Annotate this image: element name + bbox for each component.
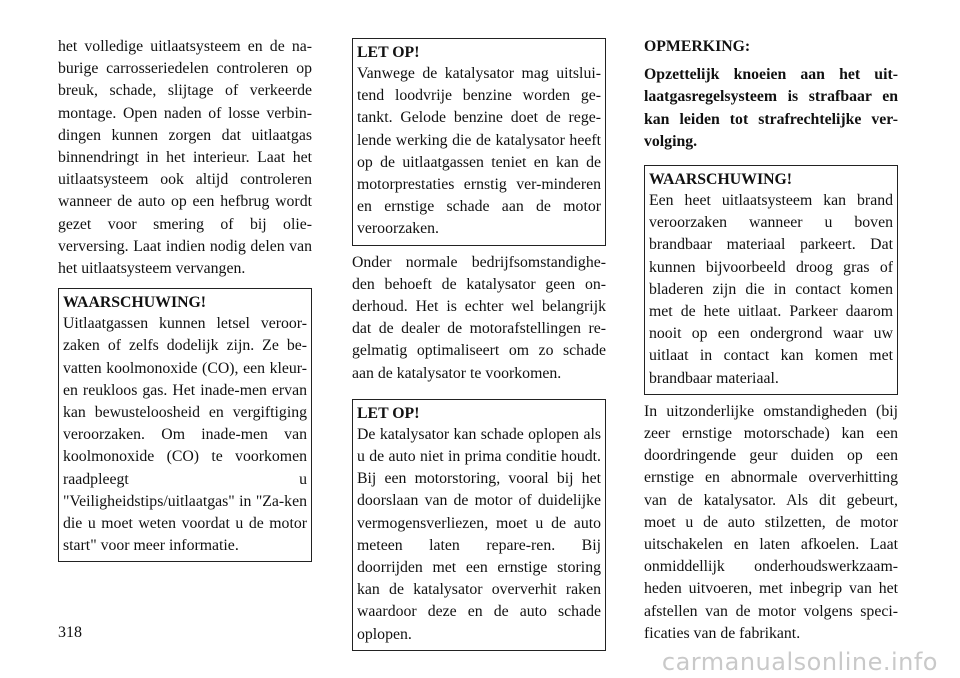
intro-paragraph: het volledige uitlaatsysteem en de na-burige carrosseriedelen controleren op breuk, schade, slijtage of verkeerde montage. Open naden of losse verbin-dingen kunnen zorgen dat uitlaatgas binnendringt in het interieur. Laat het uitlaatsysteem ook altijd controleren wanneer de auto op een hefbrug wordt gezet voor smering of bij olie-verversing. Laat indien nodig delen van het uitlaatsysteem vervangen.: [58, 38, 312, 278]
warning-text: Uitlaatgassen kunnen letsel veroor-zaken of zelfs dodelijk zijn. Ze be-vatten koolmonoxide (CO), een kleur- en reukloos gas. Het inade-men ervan kan bewusteloosheid en vergiftiging veroorzaken. Om inade-men van koolmonoxide (CO) te voorkomen raadpleegt u "Veiligheidstips/uitlaatgas" in "Za-ken die u moet weten voordat u de motor start" voor meer informatie.: [63, 315, 307, 555]
maintenance-paragraph: Onder normale bedrijfsomstandighe-den behoeft de katalysator geen on-derhoud. Het is echter wel belangrijk dat de dealer de motorafstellingen re-gelmatig optimaliseert om zo schade aan de katalysator te voorkomen.: [352, 253, 606, 382]
warning-text: Een heet uitlaatsysteem kan brand veroorzaken wanneer u boven brandbaar materiaal parkeert. Dat kunnen bijvoorbeeld droog gras of bladeren zijn die in contact komen met de hete uitlaat. Parkeer daarom nooit op een ondergrond waar uw uitlaat in contact kan komen met brandbaar materiaal.: [649, 192, 893, 387]
overheat-paragraph: In uitzonderlijke omstandigheden (bij zeer ernstige motorschade) kan een doordringende geur duiden op een ernstige en abnormale oververhitting van de katalysator. Als dit gebeurt, moet u de auto stilzetten, de motor uitschakelen en laten afkoelen. Laat onmiddellijk onderhoudswerkzaam-heden uitvoeren, met inbegrip van het afstellen van de motor volgens speci-ficaties van de fabrikant.: [644, 402, 898, 642]
watermark: carmanualsonline.info: [661, 648, 938, 676]
caution-box-unleaded: [352, 38, 606, 246]
caution-title: LET OP!: [357, 404, 420, 422]
column-left: [58, 36, 312, 562]
caution-box-condition: [352, 399, 606, 651]
caution-text: Vanwege de katalysator mag uitslui-tend loodvrije benzine worden ge-tankt. Gelode benzine doet de rege-lende werking die de katalysator heeft op de uitlaatgassen teniet en kan de motorprestaties ernstig ver-minderen en ernstige schade aan de motor veroorzaken.: [357, 65, 601, 238]
caution-text: De katalysator kan schade oplopen als u de auto niet in prima conditie houdt. Bij een motorstoring, vooral bij het doorslaan van de motor of duidelijke vermogensverliezen, moet u de auto meteen laten repare-ren. Bij doorrijden met een ernstige storing kan de katalysator oververhit raken waardoor deze en de auto schade oplopen.: [357, 425, 601, 643]
column-right: [644, 36, 898, 645]
note-text: Opzettelijk knoeien aan het uit-laatgasregelsysteem is strafbaar en kan leiden tot strafrechtelijke ver-volging.: [644, 66, 898, 150]
warning-title: WAARSCHUWING!: [63, 294, 207, 312]
warning-title: WAARSCHUWING!: [649, 171, 793, 189]
caution-title: LET OP!: [357, 44, 420, 61]
column-middle: [352, 38, 606, 651]
warning-box-exhaust: [58, 288, 312, 562]
note-title: OPMERKING:: [644, 38, 751, 55]
page-number: 318: [58, 624, 82, 641]
warning-box-hot-exhaust: [644, 165, 898, 395]
